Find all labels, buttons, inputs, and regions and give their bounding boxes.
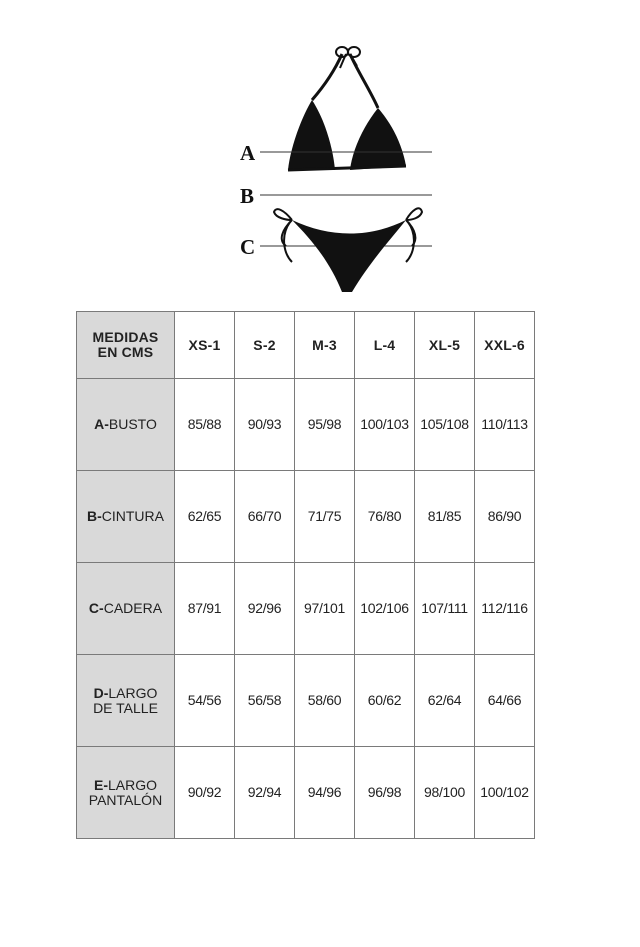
size-value-cell: 66/70 <box>235 471 295 563</box>
size-value-cell: 110/113 <box>475 379 535 471</box>
size-value-cell: 92/94 <box>235 747 295 839</box>
size-value-cell: 85/88 <box>175 379 235 471</box>
header-line1: MEDIDAS <box>92 329 159 345</box>
size-value-cell: 56/58 <box>235 655 295 747</box>
size-value-cell: 87/91 <box>175 563 235 655</box>
size-header: XL-5 <box>415 312 475 379</box>
size-value-cell: 92/96 <box>235 563 295 655</box>
size-value-cell: 105/108 <box>415 379 475 471</box>
row-code: A- <box>94 416 109 432</box>
label-b: B <box>240 184 255 208</box>
size-value-cell: 86/90 <box>475 471 535 563</box>
size-value-cell: 54/56 <box>175 655 235 747</box>
table-row <box>77 655 535 747</box>
size-value-cell: 97/101 <box>295 563 355 655</box>
size-value-cell: 107/111 <box>415 563 475 655</box>
size-chart-table <box>76 311 535 839</box>
size-value-cell: 96/98 <box>355 747 415 839</box>
header-line2: EN CMS <box>97 344 154 360</box>
size-value-cell: 95/98 <box>295 379 355 471</box>
size-header: XS-1 <box>175 312 235 379</box>
row-label <box>77 655 175 747</box>
size-value-cell: 112/116 <box>475 563 535 655</box>
size-value-cell: 62/64 <box>415 655 475 747</box>
size-value-cell: 81/85 <box>415 471 475 563</box>
row-code: B- <box>86 508 102 524</box>
bikini-illustration <box>230 40 440 300</box>
size-value-cell: 94/96 <box>295 747 355 839</box>
row-label-line1: CADERA <box>103 600 163 616</box>
row-label-line2: PANTALÓN <box>88 791 163 808</box>
size-value-cell: 100/103 <box>355 379 415 471</box>
size-value-cell: 60/62 <box>355 655 415 747</box>
row-label-line1: BUSTO <box>108 416 157 432</box>
size-header: XXL-6 <box>475 312 535 379</box>
size-value-cell: 62/65 <box>175 471 235 563</box>
row-code: C- <box>88 600 104 616</box>
row-code: D- <box>93 684 109 701</box>
table-row <box>77 471 535 563</box>
bikini-measurement-diagram <box>230 40 440 300</box>
header-row <box>77 312 535 379</box>
row-label-line1: LARGO <box>107 776 157 793</box>
header-measurements <box>77 312 175 379</box>
row-label-line1: CINTURA <box>101 508 164 524</box>
table-row <box>77 747 535 839</box>
size-value-cell: 71/75 <box>295 471 355 563</box>
table-row <box>77 379 535 471</box>
size-value-cell: 100/102 <box>475 747 535 839</box>
size-value-cell: 76/80 <box>355 471 415 563</box>
size-header: S-2 <box>235 312 295 379</box>
label-c: C <box>240 235 256 259</box>
size-value-cell: 90/92 <box>175 747 235 839</box>
size-value-cell: 64/66 <box>475 655 535 747</box>
size-value-cell: 98/100 <box>415 747 475 839</box>
table-row <box>77 563 535 655</box>
row-label <box>77 379 175 471</box>
size-value-cell: 58/60 <box>295 655 355 747</box>
row-code: E- <box>93 776 108 793</box>
row-label-line2: DE TALLE <box>93 699 158 716</box>
size-header: L-4 <box>355 312 415 379</box>
row-label-line1: LARGO <box>108 684 158 701</box>
size-value-cell: 102/106 <box>355 563 415 655</box>
label-a: A <box>240 141 256 165</box>
row-label <box>77 471 175 563</box>
size-header: M-3 <box>295 312 355 379</box>
row-label <box>77 747 175 839</box>
row-label <box>77 563 175 655</box>
size-value-cell: 90/93 <box>235 379 295 471</box>
